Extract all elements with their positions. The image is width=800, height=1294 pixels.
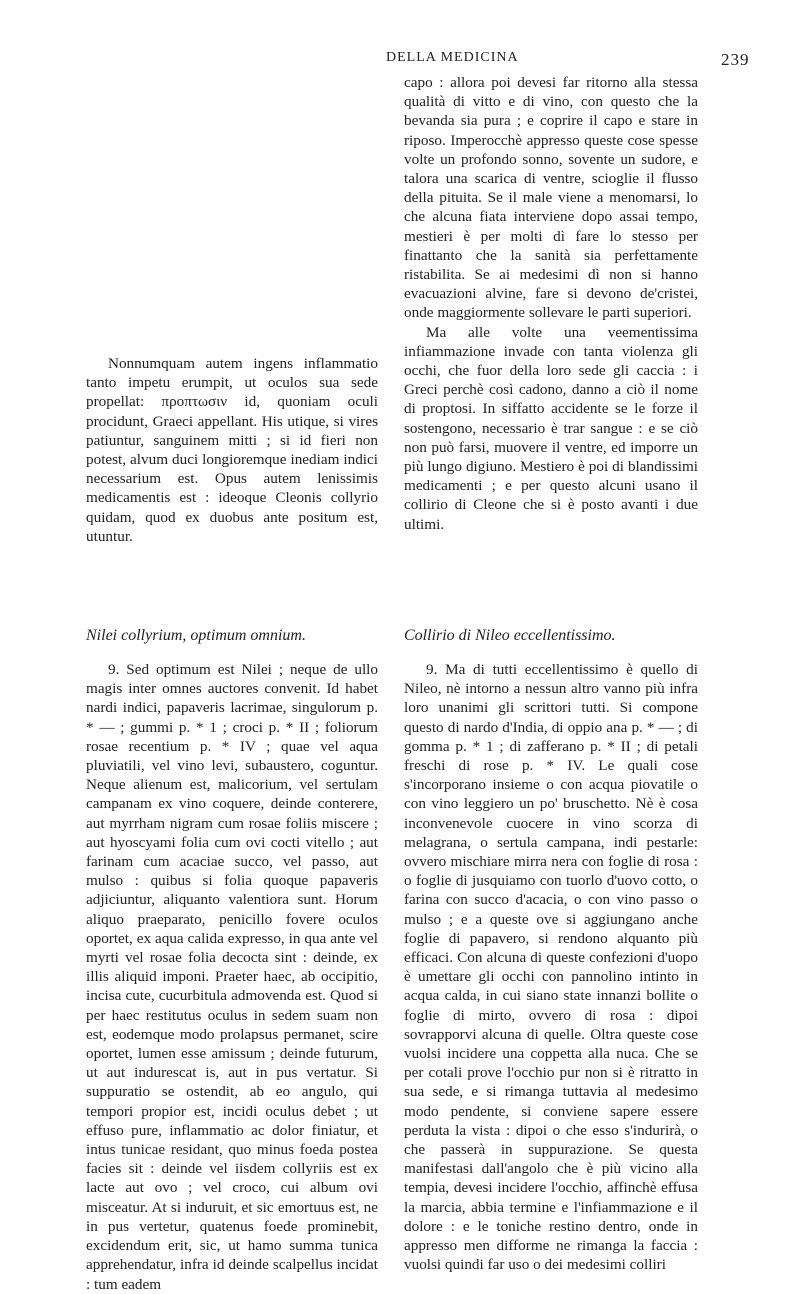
latin-section-heading: Nilei collyrium, optimum omnium. — [86, 627, 306, 644]
italian-paragraph-nileo: 9. Ma di tutti eccellentissimo è quello di Nileo, nè intorno a nessun altro vanno più infra loro unanimi gli scrittori tutti. Si compone questo di nardo d'India, di oppio ana p. * — ; di gomma p. * 1 ; di zafferano p. * II ; di petali freschi di rose p. * IV. Le quali cose s'incorporano insieme o con acqua piovatile o con vino leggiero un po' bruschetto. Nè è cosa inconvenevole cuocere in vino scorza di melagrana, o sertula campana, indi pestarle: ovvero mischiare mirra nera con foglie di rosa : o foglie di jusquiamo con tuorlo d'uovo cotto, o farina con succo d'acacia, o con vino passo o mulso ; e a queste ove si aggiungano anche foglie di papavero, si rendono alquanto più efficaci. Con alcuna di queste confezioni d'uopo è umettare gli occhi con pannolino intinto in acqua calda, in cui siano state innanzi bollite o foglie di mirto, ovvero di rosa : dipoi sovrapporvi alcuna di quelle. Oltra queste cose vuolsi incidere una coppetta alla nuca. Che se per cotali prove l'occhio pur non si è ritratto in sua sede, e si rimanga tuttavia al medesimo modo pendente, si conviene sapere essere perduta la vista : dipoi o che esso s'indurirà, o che passerà in suppurazione. Se questa manifestasi dall'angolo che è più vicino alla tempia, devesi incidere l'occhio, affinchè effusa la marcia, abbia termine e l'infiammazione e il dolore : e le toniche restino dentro, onde in appresso men difforme ne rimanga la faccia : vuolsi quindi far uso o dei medesimi colliri — [404, 661, 698, 1274]
running-title: DELLA MEDICINA — [386, 50, 519, 65]
latin-paragraph-nilei: 9. Sed optimum est Nilei ; neque de ullo magis inter omnes auctores convenit. Id habet nardi indici, papaveris lacrimae, singulorum p. * — ; gummi p. * 1 ; croci p. * II ; foliorum rosae recentium p. * IV ; quae vel aqua pluviatili, vel vino levi, subaustero, coguntur. Neque alienum est, malicorium, vel sertulam campanam ex vino coquere, deinde conterere, aut myrrham nigram cum rosae foliis miscere ; aut hyoscyami folia cum ovi cocti vitello ; aut farinam cum acaciae succo, vel passo, aut mulso : quibus si folia quoque papaveris adjiciuntur, aliquanto valentiora sunt. Horum aliquo praeparato, penicillo fovere oculos oportet, ex aqua calida expresso, in qua ante vel myrti vel rosae folia decocta sint : deinde, ex illis aliquid imponi. Praeter haec, ab occipitio, incisa cute, cucurbitula admovenda est. Quod si per haec restitutus oculus in sedem suam non est, eodemque modo prolapsus permanet, scire oportet, lumen esse amissum ; deinde futurum, ut aut indurescat is, aut in pus vertatur. Si suppuratio se ostendit, ab eo angulo, qui tempori propior est, incidi oculus debet ; ut effuso pure, inflammatio ac dolor finiatur, et intus tunicae residant, quo minus foeda postea facies sit : deinde vel iisdem collyriis est ex lacte aut ovo ; vel croco, cui album ovi misceatur. At si induruit, et sic emortuus est, ne in pus vertetur, quatenus foede prominebit, excidendum erit, sic, ut hamo summa tunica apprehendatur, infra id deinde scalpellus incidat : tum eadem — [86, 661, 378, 1293]
latin-column-top — [86, 354, 378, 546]
italian-section-heading: Collirio di Nileo eccellentissimo. — [404, 627, 616, 644]
page-number: 239 — [721, 50, 750, 69]
italian-column-top — [404, 73, 698, 534]
italian-column-bottom — [404, 660, 698, 1275]
italian-paragraph-proptosis: Ma alle volte una veementissima infiammazione invade con tanta violenza gli occhi, che fuor della loro sede gli caccia : i Greci perchè così cadono, danno a ciò il nome di proptosi. In siffatto accidente se le forze il sostengono, necessario è trar sangue : e se ciò non può farsi, muovere il ventre, ed imporre un più lungo digiuno. Mestiero è poi di blandissimi medicamenti ; e per questo alcuni usano il collirio di Cleone che si è posto avanti i due ultimi. — [404, 323, 698, 533]
italian-paragraph-continuation: capo : allora poi devesi far ritorno alla stessa qualità di vitto e di vino, con questo che la bevanda sia pura ; e coprire il capo e stare in riposo. Imperocchè appresso queste cose spesse volte un profondo sonno, sovente un sudore, e talora una scarica di ventre, scioglie il flusso della pituita. Se il male viene a menomarsi, lo che alcuna fiata interviene dopo assai tempo, mestieri è per molti dì fare lo stesso per finattanto che la sanità sia perfettamente ristabilita. Se ai medesimi dì non si hanno evacuazioni alvine, fare si devono de'cristei, onde maggiormente sollevare le parti superiori. — [404, 74, 698, 322]
latin-paragraph-proptosis: Nonnumquam autem ingens inflammatio tanto impetu erumpit, ut oculos sua sede propellat: προπτωσιν id, quoniam oculi procidunt, Graeci appellant. His utique, si vires patiuntur, sanguinem mitti ; si id fieri non potest, alvum duci longioremque inediam indici necessarium est. Opus autem lenissimis medicamentis est : ideoque Cleonis collyrio quidam, quod ex duobus ante positum est, utuntur. — [86, 355, 378, 545]
latin-column-bottom — [86, 660, 378, 1294]
